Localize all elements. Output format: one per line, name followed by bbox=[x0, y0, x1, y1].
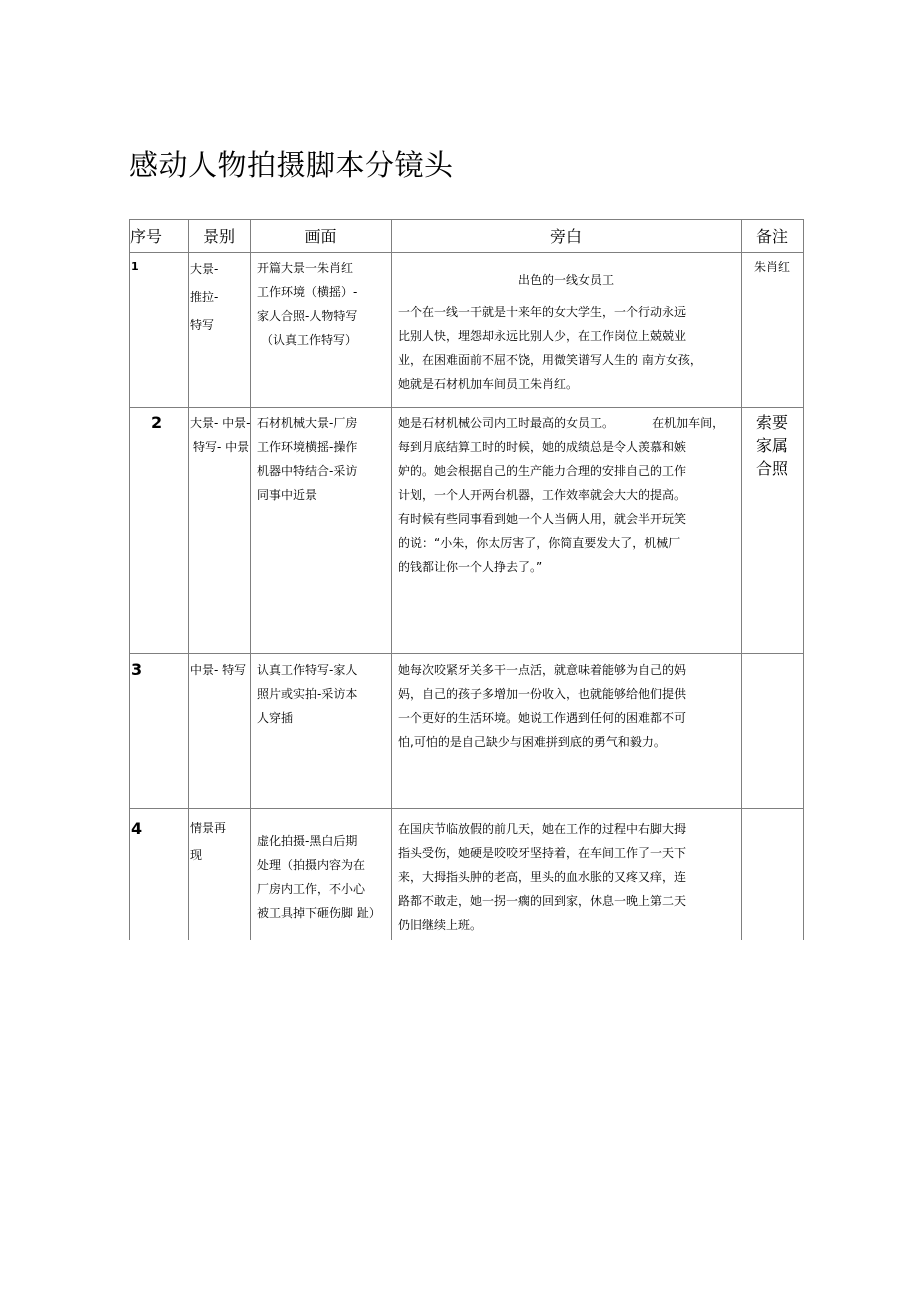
shot-type: 大景- 推拉- 特写 bbox=[190, 262, 219, 332]
row-divider bbox=[129, 407, 804, 408]
shot-type: 情景再 现 bbox=[190, 821, 227, 862]
header-remark: 备注 bbox=[755, 227, 788, 246]
row-number: 2 bbox=[151, 413, 163, 432]
column-divider bbox=[391, 219, 392, 940]
row-divider bbox=[129, 808, 804, 809]
shot-type: 大景- 中景- 特写- 中景 bbox=[190, 416, 251, 454]
scene-description: 虚化拍摄-黑白后期 处理（拍摄内容为在 厂房内工作，不小心 被工具掉下砸伤脚 趾） bbox=[257, 834, 381, 920]
header-seq: 序号 bbox=[130, 227, 163, 246]
header-scene: 画面 bbox=[304, 227, 337, 246]
scene-description: 开篇大景一朱肖红 工作环境（横摇）- 家人合照-人物特写 （认真工作特写） bbox=[257, 261, 358, 347]
narration-text: 她每次咬紧牙关多干一点活，就意味着能够为自己的妈 妈，自己的孩子多增加一份收入，也就能够给他们提供 一个更好的生活环境。她说工作遇到任何的困难都不可 怕,可怕的是自己缺少与困难拼到底的勇气和毅力。 bbox=[398, 663, 687, 749]
storyboard-table bbox=[129, 219, 804, 940]
narration-text: 一个在一线一干就是十来年的女大学生，一个行动永远 比别人快，埋怨却永远比别人少，在工作岗位上兢兢业 业，在困难面前不屈不饶，用微笑谱写人生的 南方女孩， 她就是石材机加车间员工朱肖红。 bbox=[398, 305, 702, 391]
row-number: 1 bbox=[131, 260, 139, 273]
column-divider bbox=[188, 219, 189, 940]
row-divider bbox=[129, 653, 804, 654]
remark: 朱肖红 bbox=[753, 260, 790, 274]
column-divider bbox=[741, 219, 742, 940]
row-divider bbox=[129, 252, 804, 253]
header-shot: 景别 bbox=[202, 227, 235, 246]
scene-description: 石材机械大景-厂房 工作环境横摇-操作 机器中特结合-采访 同事中近景 bbox=[257, 416, 358, 502]
narration-text: 她是石材机械公司内工时最高的女员工。 在机加车间， 每到月底结算工时的时候，她的成绩总是令人羡慕和嫉 妒的。她会根据自己的生产能力合理的安排自己的工作 计划，一个人开两台机器，工作效率就会大大的提高。 有时候有些同事看到她一个人当俩人用，就会半开玩笑 的说：“小朱，你太厉害了，你简直要发大了，机械厂 的钱都让你一个人挣去了。” bbox=[398, 416, 725, 574]
narration-heading: 出色的一线女员工 bbox=[517, 273, 614, 287]
row-number: 4 bbox=[131, 819, 143, 838]
table-border-top bbox=[129, 219, 804, 220]
row-number: 3 bbox=[131, 660, 143, 679]
remark: 索要 家属 合照 bbox=[755, 413, 788, 478]
column-divider bbox=[250, 219, 251, 940]
header-narration: 旁白 bbox=[549, 227, 582, 246]
table-border-left bbox=[129, 219, 130, 940]
narration-text: 在国庆节临放假的前几天，她在工作的过程中右脚大拇 指头受伤，她硬是咬咬牙坚持着，在车间工作了一天下 来，大拇指头肿的老高，里头的血水胀的又疼又痒，连 路都不敢走，她一拐一瘸的回到家，休息一晚上第二天 仍旧继续上班。 bbox=[398, 822, 687, 932]
scene-description: 认真工作特写-家人 照片或实拍-采访本 人穿插 bbox=[257, 663, 358, 725]
page-title: 感动人物拍摄脚本分镜头 bbox=[129, 148, 454, 182]
shot-type: 中景- 特写 bbox=[190, 663, 247, 677]
table-border-right bbox=[803, 219, 804, 940]
